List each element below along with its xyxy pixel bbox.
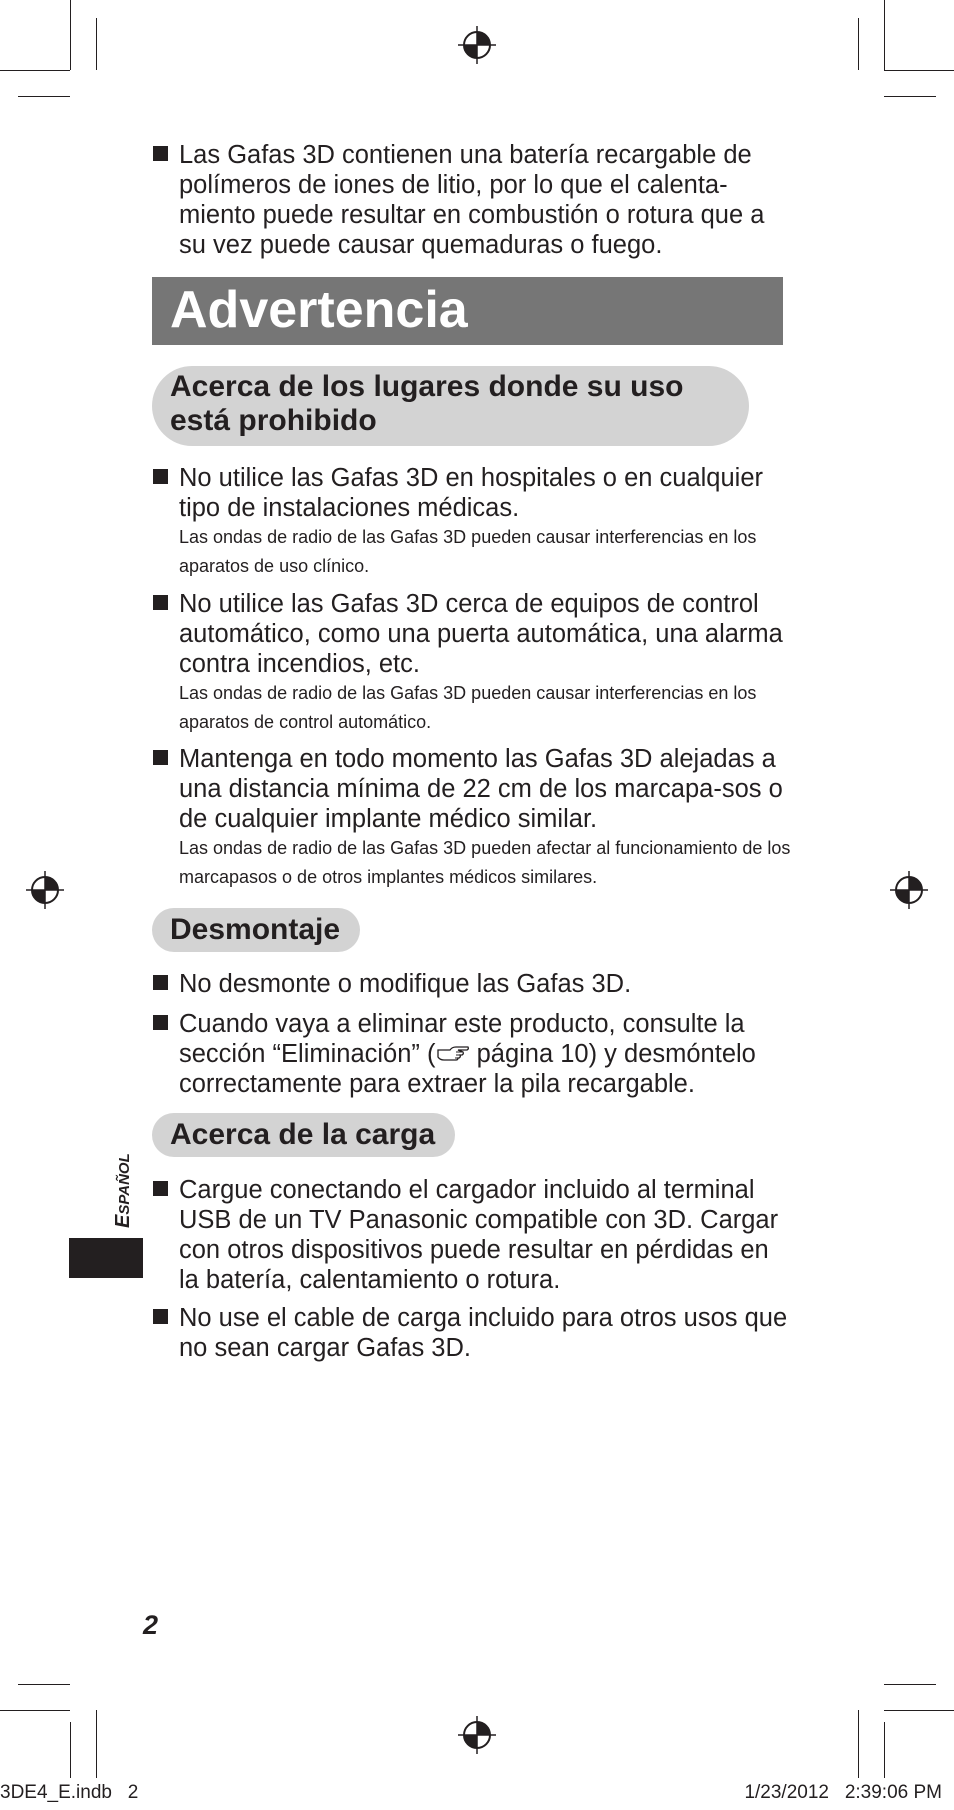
crop-mark	[884, 1710, 954, 1711]
bullet-square-icon	[153, 1309, 168, 1324]
language-first-letter: E	[112, 1214, 134, 1228]
language-tab-marker	[69, 1238, 143, 1278]
list-item	[153, 744, 793, 892]
registration-mark-icon	[457, 1715, 497, 1755]
language-tab-label	[112, 1153, 135, 1228]
crop-mark	[884, 96, 936, 97]
list-item	[153, 1009, 793, 1099]
warning-banner	[152, 277, 783, 345]
item-text: Mantenga en todo momento las Gafas 3D alejadas a una distancia mínima de 22 cm de los marcapa-sos o de cualquier implante médico similar.	[179, 745, 783, 833]
language-rest: SPAÑOL	[116, 1153, 133, 1215]
heading-line: está prohibido	[170, 404, 377, 437]
item-text: No utilice las Gafas 3D en hospitales o en cualquier tipo de instalaciones médicas.	[179, 464, 763, 522]
bullet-square-icon	[153, 975, 168, 990]
section-heading-charging: Acerca de la carga	[152, 1113, 455, 1157]
registration-mark-icon	[889, 870, 929, 910]
crop-mark	[858, 18, 859, 70]
crop-mark	[884, 1722, 885, 1778]
crop-mark	[0, 70, 70, 71]
crop-mark	[18, 1684, 70, 1685]
crop-mark	[70, 0, 71, 70]
slug-file-info: 3DE4_E.indb 2	[0, 1782, 139, 1803]
list-item	[153, 589, 793, 737]
section-heading-prohibited	[152, 366, 749, 446]
crop-mark	[884, 0, 885, 70]
item-note: Las ondas de radio de las Gafas 3D pueden afectar al funcionamiento de los marcapasos o de otros implantes médicos similares.	[179, 838, 791, 887]
crop-mark	[0, 1710, 70, 1711]
intro-bullet	[153, 140, 793, 260]
bullet-square-icon	[153, 595, 168, 610]
page-number: 2	[143, 1610, 159, 1640]
crop-mark	[96, 18, 97, 70]
crop-mark	[858, 1710, 859, 1778]
section-heading-disassembly: Desmontaje	[152, 908, 360, 952]
banner-title: Advertencia	[170, 281, 468, 339]
pointing-hand-icon	[436, 1044, 470, 1064]
item-text: Cargue conectando el cargador incluido al terminal USB de un TV Panasonic compatible con 3D. Cargar con otros dispositivos puede resultar en pérdidas en la batería, calentamiento o rotura.	[179, 1176, 779, 1294]
bullet-square-icon	[153, 146, 168, 161]
item-note: Las ondas de radio de las Gafas 3D pueden causar interferencias en los aparatos de control automático.	[179, 683, 757, 732]
registration-mark-icon	[25, 870, 65, 910]
crop-mark	[884, 70, 954, 71]
item-text-pre: Cuando vaya a eliminar este producto, consulte la sección “Eliminación” (	[179, 1010, 745, 1068]
heading-line: Acerca de los lugares donde su uso	[170, 370, 684, 403]
crop-mark	[96, 1710, 97, 1778]
crop-mark	[18, 96, 70, 97]
bullet-square-icon	[153, 469, 168, 484]
slug-timestamp: 1/23/2012 2:39:06 PM	[744, 1782, 942, 1803]
list-item	[153, 1303, 793, 1363]
list-item	[153, 1175, 793, 1295]
item-text: No desmonte o modifique las Gafas 3D.	[179, 970, 632, 998]
crop-mark	[70, 1722, 71, 1778]
list-item	[153, 969, 793, 999]
item-note: Las ondas de radio de las Gafas 3D pueden causar interferencias en los aparatos de uso clínico.	[179, 527, 757, 576]
intro-bullet-text: Las Gafas 3D contienen una batería recargable de polímeros de iones de litio, por lo que el calenta-miento puede resultar en combustión o rotura que a su vez puede causar quemaduras o fuego.	[179, 141, 765, 259]
bullet-square-icon	[153, 1181, 168, 1196]
item-text: No use el cable de carga incluido para otros usos que no sean cargar Gafas 3D.	[179, 1304, 788, 1362]
bullet-square-icon	[153, 750, 168, 765]
registration-mark-icon	[457, 25, 497, 65]
item-text-post: página 10) y desmóntelo correctamente para extraer la pila recargable.	[179, 1040, 756, 1098]
list-item	[153, 463, 793, 581]
bullet-square-icon	[153, 1015, 168, 1030]
crop-mark	[884, 1684, 936, 1685]
item-text: No utilice las Gafas 3D cerca de equipos de control automático, como una puerta automática, una alarma contra incendios, etc.	[179, 590, 783, 678]
item-text	[179, 1009, 793, 1099]
